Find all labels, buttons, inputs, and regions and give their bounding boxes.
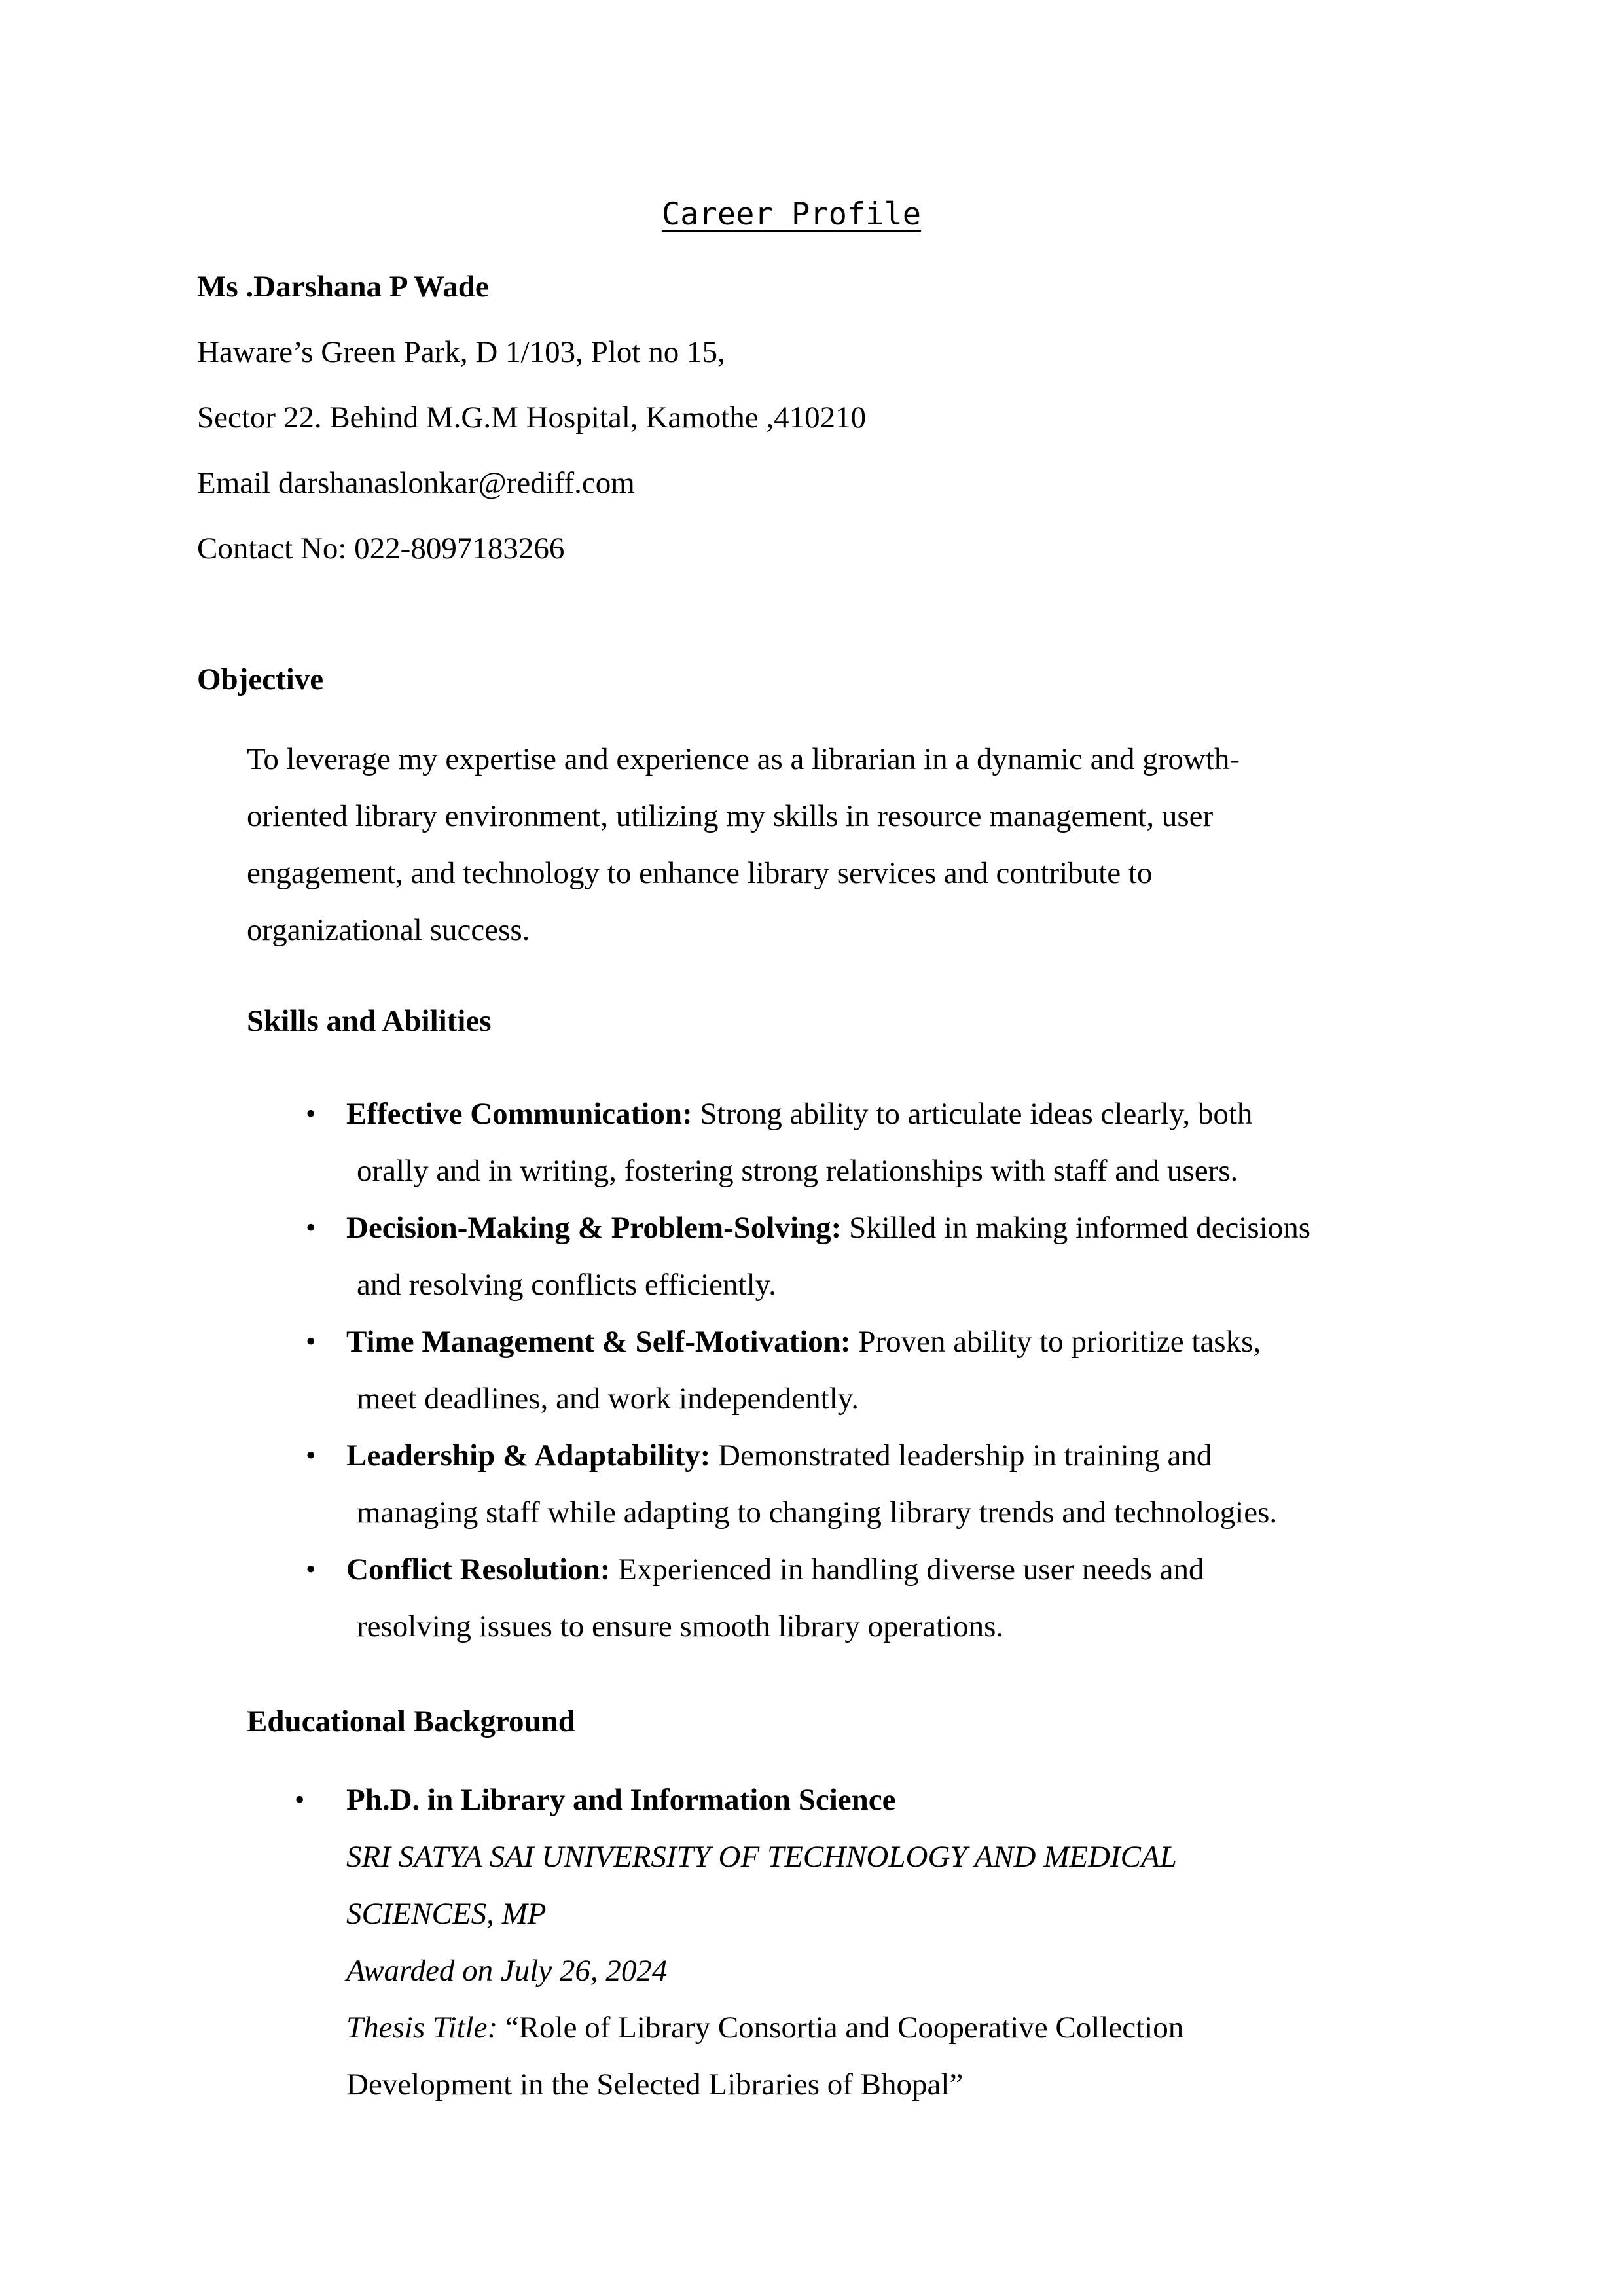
bullet-icon: •: [306, 1439, 316, 1471]
skill-description: Experienced in handling diverse user needs and: [610, 1552, 1204, 1587]
objective-line: oriented library environment, utilizing my skills in resource management, user: [247, 799, 1214, 833]
thesis-title: “Role of Library Consortia and Cooperative Collection: [497, 2011, 1184, 2045]
email-line: Email darshanaslonkar@rediff.com: [197, 466, 635, 500]
page-title: Career Profile: [661, 196, 922, 232]
objective-line: organizational success.: [247, 913, 530, 947]
objective-heading: Objective: [197, 662, 324, 696]
address-line-2: Sector 22. Behind M.G.M Hospital, Kamothe ,410210: [197, 401, 867, 435]
skill-description-continued: orally and in writing, fostering strong relationships with staff and users.: [357, 1154, 1238, 1188]
skill-title: Decision-Making & Problem-Solving:: [346, 1211, 842, 1245]
bullet-icon: •: [306, 1553, 316, 1585]
education-heading: Educational Background: [247, 1704, 575, 1738]
thesis-title-continued: Development in the Selected Libraries of Bhopal”: [346, 2068, 964, 2102]
thesis-label: Thesis Title:: [346, 2011, 498, 2045]
skill-description-continued: managing staff while adapting to changing library trends and technologies.: [357, 1496, 1278, 1530]
skill-description: Skilled in making informed decisions: [841, 1211, 1311, 1245]
list-item: [0, 1208, 1624, 1322]
skill-title: Leadership & Adaptability:: [346, 1439, 711, 1473]
skills-list: [0, 1094, 1624, 1664]
bullet-icon: •: [306, 1325, 316, 1357]
objective-line: engagement, and technology to enhance library services and contribute to: [247, 856, 1153, 890]
skill-description: Demonstrated leadership in training and: [710, 1439, 1212, 1473]
skill-title: Time Management & Self-Motivation:: [346, 1325, 851, 1359]
skill-description-continued: resolving issues to ensure smooth library operations.: [357, 1609, 1004, 1643]
bullet-icon: •: [306, 1098, 316, 1130]
skill-description: Strong ability to articulate ideas clearly, both: [692, 1097, 1253, 1131]
skill-description-continued: meet deadlines, and work independently.: [357, 1382, 859, 1416]
skill-title: Conflict Resolution:: [346, 1552, 611, 1587]
list-item: [0, 1094, 1624, 1208]
contact-number-line: Contact No: 022-8097183266: [197, 531, 565, 565]
degree-title: Ph.D. in Library and Information Science: [346, 1783, 896, 1817]
university-line-2: SCIENCES, MP: [346, 1897, 547, 1931]
list-item: [0, 1436, 1624, 1550]
objective-line: To leverage my expertise and experience as a librarian in a dynamic and growth-: [247, 742, 1240, 776]
candidate-name: Ms .Darshana P Wade: [197, 270, 489, 304]
objective-paragraph: [247, 731, 1360, 959]
list-item: [0, 1322, 1624, 1436]
address-line-1: Haware’s Green Park, D 1/103, Plot no 15,: [197, 335, 725, 369]
bullet-icon: •: [295, 1784, 305, 1816]
education-entry: [346, 1780, 1183, 2122]
award-date: Awarded on July 26, 2024: [346, 1954, 668, 1988]
university-line-1: SRI SATYA SAI UNIVERSITY OF TECHNOLOGY AND MEDICAL: [346, 1840, 1177, 1874]
skill-description-continued: and resolving conflicts efficiently.: [357, 1268, 776, 1302]
list-item: [0, 1550, 1624, 1664]
skill-description: Proven ability to prioritize tasks,: [850, 1325, 1261, 1359]
skills-heading: Skills and Abilities: [247, 1004, 492, 1038]
bullet-icon: •: [306, 1211, 316, 1244]
skill-title: Effective Communication:: [346, 1097, 693, 1131]
